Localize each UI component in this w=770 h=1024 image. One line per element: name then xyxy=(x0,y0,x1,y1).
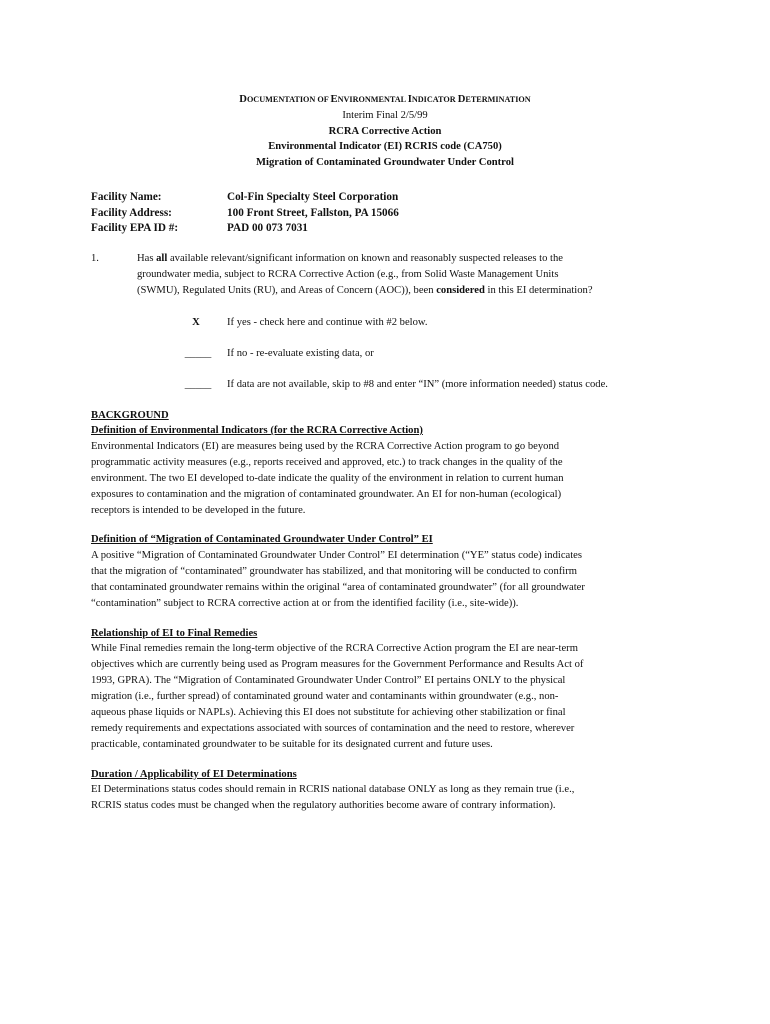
background-heading: BACKGROUND xyxy=(91,410,169,421)
document-title xyxy=(0,92,770,107)
relationship-paragraph xyxy=(91,641,681,753)
def-migration-line: A positive “Migration of Contaminated Groundwater Under Control” EI determination (“YE” status code) indicates xyxy=(91,550,583,561)
option-no-label: If no - re-evaluate existing data, or xyxy=(227,348,374,359)
relationship-line: objectives which are currently being used as Program measures for the Government Performance and Results Act of xyxy=(91,659,584,670)
def-ei-line: environment. The two EI developed to-date indicate the quality of the environment in relation to current human xyxy=(91,473,564,484)
option-unavailable-label: If data are not available, skip to #8 and enter “IN” (more information needed) status code. xyxy=(227,379,608,390)
def-ei-line: exposures to contamination and the migration of contaminated groundwater. An EI for non-human (ecological) xyxy=(91,489,562,500)
def-migration-paragraph xyxy=(91,548,681,612)
def-ei-line: receptors is intended to be developed in the future. xyxy=(91,505,306,516)
def-ei-title: Definition of Environmental Indicators (for the RCRA Corrective Action) xyxy=(91,425,423,436)
def-ei-line: programmatic activity measures (e.g., reports received and approved, etc.) to track changes in the quality of the xyxy=(91,457,563,468)
question-1-line-2: groundwater media, subject to RCRA Corrective Action (e.g., from Solid Waste Management Units xyxy=(137,269,559,280)
duration-paragraph xyxy=(91,782,681,814)
option-unavailable-checkbox[interactable]: _____ xyxy=(184,379,212,390)
def-migration-line: that the migration of “contaminated” groundwater has stabilized, and that monitoring will be conducted to confirm xyxy=(91,566,577,577)
document-subtitle: Migration of Contaminated Groundwater Under Control xyxy=(256,157,514,168)
relationship-line: 1993, GPRA). The “Migration of Contaminated Groundwater Under Control” EI pertains ONLY to the physical xyxy=(91,675,566,686)
facility-address-label: Facility Address: xyxy=(91,207,172,219)
duration-title: Duration / Applicability of EI Determinations xyxy=(91,769,297,780)
relationship-line: migration (i.e., further spread) of contaminated ground water and contaminants within groundwater (e.g., non- xyxy=(91,691,559,702)
def-migration-title: Definition of “Migration of Contaminated Groundwater Under Control” EI xyxy=(91,534,433,545)
facility-address-value: 100 Front Street, Fallston, PA 15066 xyxy=(227,207,399,219)
duration-line: EI Determinations status codes should remain in RCRIS national database ONLY as long as they remain true (i.e., xyxy=(91,784,575,795)
title-word-1: DOCUMENTATION OF xyxy=(239,94,331,105)
option-yes-checkbox[interactable]: X xyxy=(192,317,200,328)
duration-line: RCRIS status codes must be changed when the regulatory authorities become aware of contrary information). xyxy=(91,800,556,811)
def-ei-line: Environmental Indicators (EI) are measures being used by the RCRA Corrective Action program to go beyond xyxy=(91,441,560,452)
relationship-line: While Final remedies remain the long-term objective of the RCRA Corrective Action program the EI are near-term xyxy=(91,643,578,654)
question-1-number: 1. xyxy=(91,253,99,264)
relationship-title: Relationship of EI to Final Remedies xyxy=(91,628,258,639)
facility-epa-id-value: PAD 00 073 7031 xyxy=(227,222,308,234)
title-word-3: INDICATOR xyxy=(407,94,458,105)
question-1-line-3: (SWMU), Regulated Units (RU), and Areas of Concern (AOC)), been considered in this EI determination? xyxy=(137,285,593,296)
facility-name-value: Col-Fin Specialty Steel Corporation xyxy=(227,191,399,203)
relationship-line: remedy requirements and expectations associated with sources of contamination and the need to restore, wherever xyxy=(91,723,575,734)
program-name: RCRA Corrective Action xyxy=(328,126,442,137)
facility-name-label: Facility Name: xyxy=(91,191,162,203)
option-yes-label: If yes - check here and continue with #2 below. xyxy=(227,317,428,328)
relationship-line: practicable, contaminated groundwater to be suitable for its designated current and future uses. xyxy=(91,739,493,750)
def-migration-line: “contamination” subject to RCRA corrective action at or from the identified facility (i.e., site-wide)). xyxy=(91,598,519,609)
relationship-line: aqueous phase liquids or NAPLs). Achieving this EI does not substitute for achieving other stabilization or final xyxy=(91,707,566,718)
question-1-line-1: Has all available relevant/significant information on known and reasonably suspected releases to the xyxy=(137,253,563,264)
facility-epa-id-label: Facility EPA ID #: xyxy=(91,222,179,234)
option-no-checkbox[interactable]: _____ xyxy=(184,348,212,359)
def-ei-paragraph xyxy=(91,439,681,519)
title-word-2: ENVIRONMENTAL xyxy=(330,94,408,105)
title-word-4: DETERMINATION xyxy=(457,94,531,105)
def-migration-line: that contaminated groundwater remains within the original “area of contaminated groundwater” (for all groundwater xyxy=(91,582,585,593)
ei-code-line: Environmental Indicator (EI) RCRIS code (CA750) xyxy=(268,141,502,152)
question-1-text xyxy=(137,251,682,299)
interim-final-date: Interim Final 2/5/99 xyxy=(342,110,428,121)
